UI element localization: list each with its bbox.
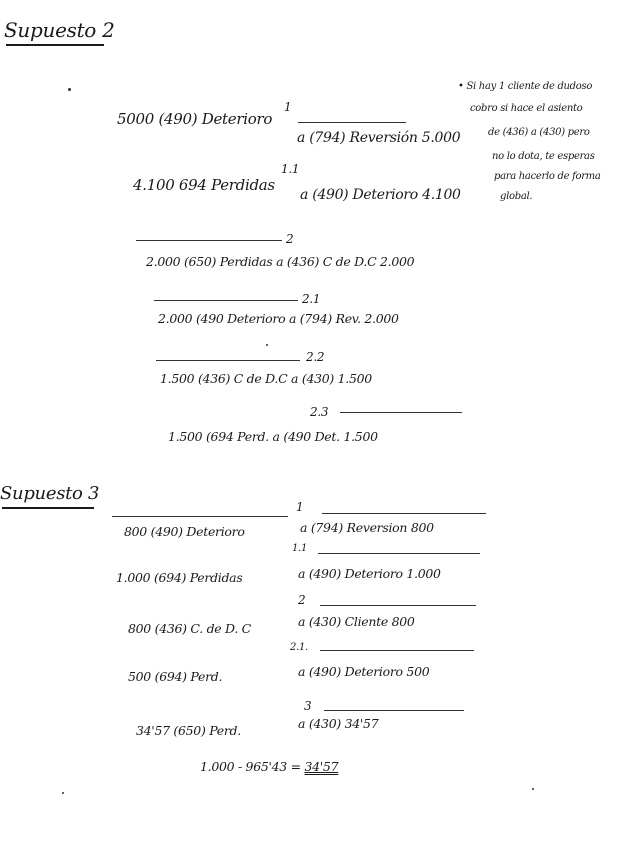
- supuesto-3-title: Supuesto 3: [0, 483, 100, 504]
- entry-rule: [156, 360, 300, 361]
- entry-debit: 5000 (490) Deterioro: [117, 110, 273, 128]
- entry-debit: 1.000 (694) Perdidas: [116, 570, 243, 585]
- note-line: global.: [500, 191, 533, 202]
- entry-debit: 800 (436) C. de D. C: [128, 621, 251, 636]
- calculation: [200, 759, 338, 774]
- stray-dot: [68, 88, 71, 91]
- stray-dot: [532, 788, 534, 790]
- entry-number: 2.1.: [290, 642, 308, 653]
- entry-line: 1.500 (436) C de D.C a (430) 1.500: [160, 371, 372, 386]
- entry-line: 1.500 (694 Perd. a (490 Det. 1.500: [168, 429, 378, 444]
- note-line: para hacerlo de forma: [494, 171, 601, 182]
- entry-number: 2.3: [310, 405, 329, 419]
- entry-credit: a (490) Deterioro 1.000: [298, 566, 441, 581]
- entry-number: 2: [286, 232, 294, 246]
- note-line: no lo dota, te esperas: [492, 151, 595, 162]
- entry-number: 1: [296, 500, 304, 514]
- entry-credit: a (794) Reversión 5.000: [297, 130, 461, 146]
- note-line: cobro si hace el asiento: [470, 103, 583, 114]
- entry-rule: [136, 240, 282, 241]
- entry-number: 2.2: [306, 350, 325, 364]
- stray-dot: [266, 344, 268, 346]
- supuesto-3-underline: [2, 507, 94, 509]
- note-line: • Si hay 1 cliente de dudoso: [458, 81, 593, 92]
- entry-credit: a (490) Deterioro 4.100: [300, 187, 461, 203]
- entry-rule: [298, 122, 406, 123]
- entry-number: 2.1: [302, 292, 321, 306]
- entry-rule: [318, 553, 480, 554]
- entry-number: 3: [304, 699, 312, 713]
- entry-credit: a (430) Cliente 800: [298, 614, 415, 629]
- entry-debit: 34'57 (650) Perd.: [136, 723, 241, 738]
- entry-number: 2: [298, 593, 306, 607]
- entry-line: 2.000 (650) Perdidas a (436) C de D.C 2.000: [146, 254, 415, 269]
- supuesto-2-underline: [6, 44, 104, 46]
- entry-debit: 800 (490) Deterioro: [124, 524, 245, 539]
- entry-rule: [324, 710, 464, 711]
- stray-dot: [62, 792, 64, 794]
- entry-rule: [112, 516, 288, 517]
- entry-credit: a (794) Reversion 800: [300, 520, 434, 535]
- calculation-result: 34'57: [304, 759, 339, 774]
- entry-rule: [154, 300, 298, 301]
- supuesto-2-title: Supuesto 2: [4, 18, 115, 42]
- entry-debit: 4.100 694 Perdidas: [133, 176, 275, 194]
- entry-credit: a (430) 34'57: [298, 716, 379, 731]
- entry-rule: [322, 513, 486, 514]
- entry-rule: [320, 605, 476, 606]
- entry-credit: a (490) Deterioro 500: [298, 664, 430, 679]
- entry-debit: 500 (694) Perd.: [128, 669, 223, 684]
- note-line: de (436) a (430) pero: [488, 127, 590, 138]
- entry-number: 1: [284, 100, 292, 114]
- entry-rule: [320, 650, 474, 651]
- entry-line: 2.000 (490 Deterioro a (794) Rev. 2.000: [158, 311, 399, 326]
- entry-number: 1.1: [292, 543, 308, 554]
- entry-rule: [340, 412, 462, 413]
- calculation-expression: 1.000 - 965'43 =: [200, 759, 305, 774]
- entry-number: 1.1: [281, 162, 300, 176]
